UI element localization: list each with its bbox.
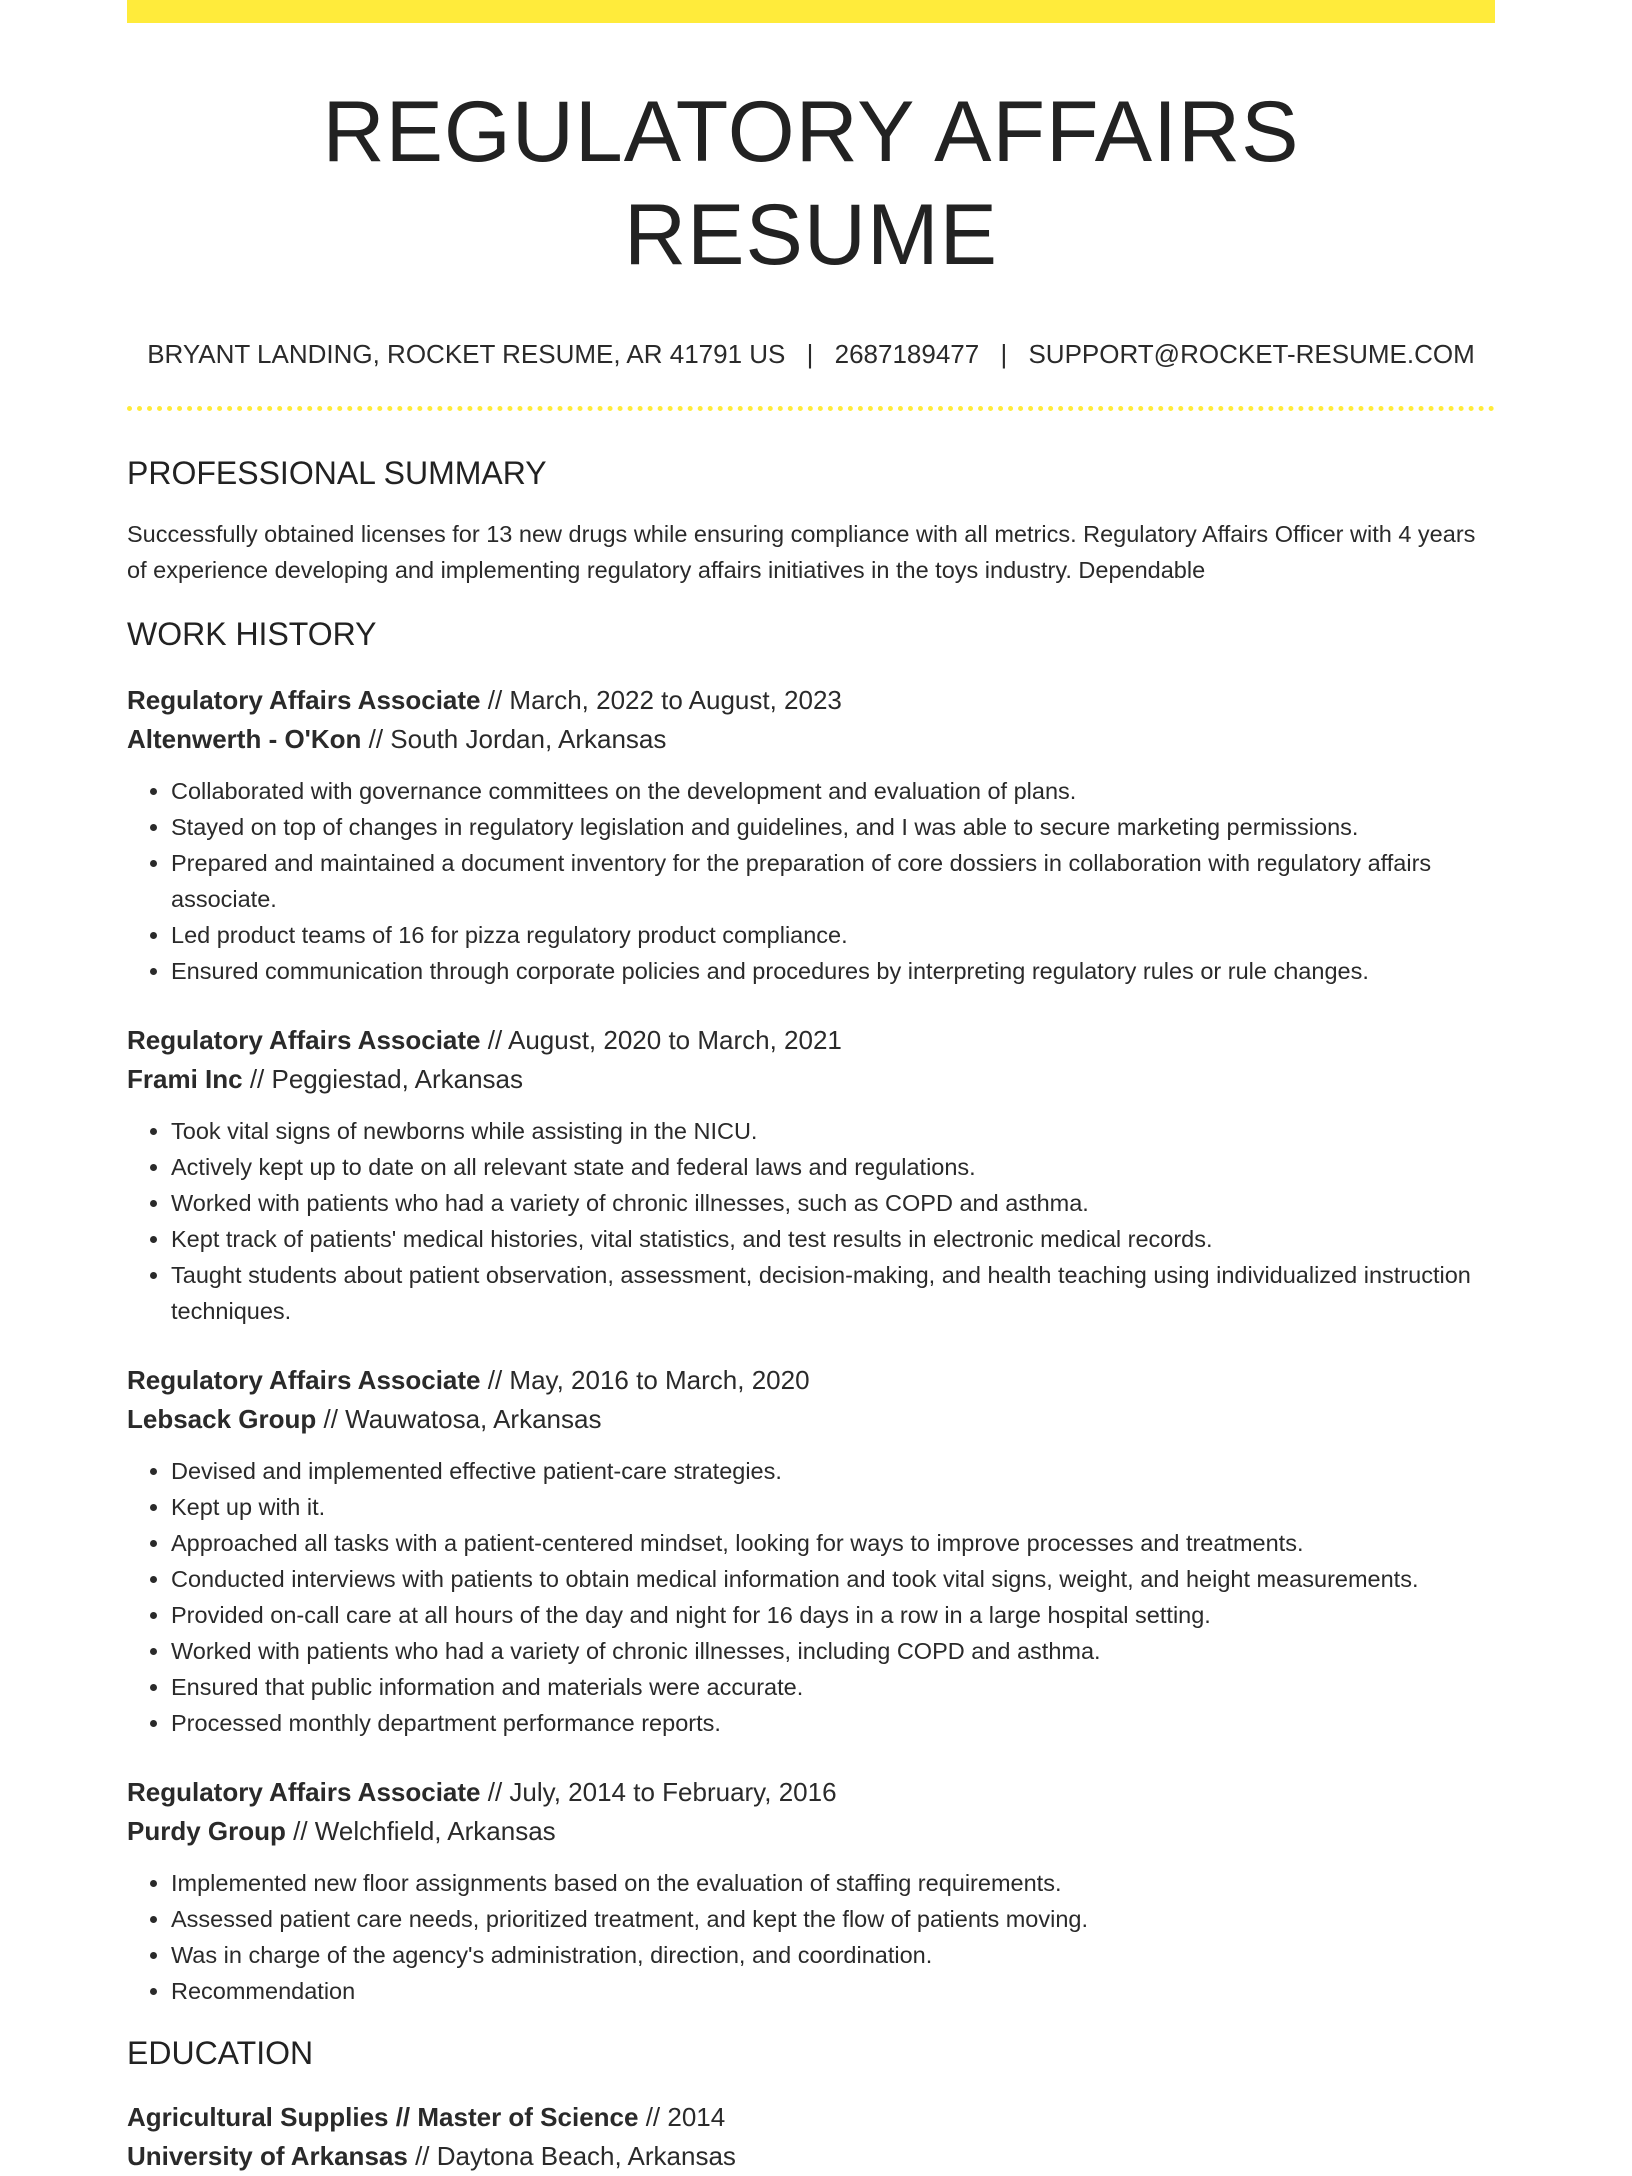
summary-text: Successfully obtained licenses for 13 new drugs while ensuring compliance with all metrics. Regulatory Affairs Officer with 4 years of experience developing and implementing regulatory affairs initiatives in the toys industry. Dependable bbox=[127, 521, 1476, 584]
resume-page bbox=[127, 0, 1495, 2176]
bullet-item: • Worked with patients who had a variety of chronic illnesses, such as COPD and asthma. bbox=[171, 1185, 1495, 1221]
contact-address: BRYANT LANDING, ROCKET RESUME, AR 41791 US bbox=[147, 339, 786, 370]
bullet-item: • Ensured communication through corporate policies and procedures by interpreting regulatory rules or rule changes. bbox=[171, 953, 1495, 989]
education-school: University of Arkansas bbox=[127, 2141, 408, 2172]
dotted-divider bbox=[127, 406, 1495, 411]
job-location: // Wauwatosa, Arkansas bbox=[323, 1404, 602, 1435]
job-entry bbox=[127, 1773, 1495, 2009]
job-bullets bbox=[127, 773, 1495, 989]
job-bullets bbox=[127, 1865, 1495, 2009]
contact-email: SUPPORT@ROCKET-RESUME.COM bbox=[1028, 339, 1475, 370]
job-title-line bbox=[127, 681, 1495, 720]
job-location: // Welchfield, Arkansas bbox=[293, 1816, 556, 1847]
contact-separator: | bbox=[1000, 339, 1008, 370]
bullet-item: • Processed monthly department performance reports. bbox=[171, 1705, 1495, 1741]
job-entry bbox=[127, 1361, 1495, 1741]
work-history-heading: WORK HISTORY bbox=[127, 616, 377, 653]
job-location: // South Jordan, Arkansas bbox=[368, 724, 667, 755]
job-bullets bbox=[127, 1113, 1495, 1329]
bullet-item: • Worked with patients who had a variety of chronic illnesses, including COPD and asthma. bbox=[171, 1633, 1495, 1669]
job-title: Regulatory Affairs Associate bbox=[127, 1025, 481, 1056]
job-entry bbox=[127, 681, 1495, 989]
job-company: Purdy Group bbox=[127, 1816, 286, 1847]
education-degree-line bbox=[127, 2098, 1495, 2137]
bullet-item: • Recommendation bbox=[171, 1973, 1495, 2009]
job-dates: // August, 2020 to March, 2021 bbox=[487, 1025, 842, 1056]
education-school-line bbox=[127, 2137, 1495, 2176]
job-dates: // March, 2022 to August, 2023 bbox=[487, 685, 842, 716]
job-company: Frami Inc bbox=[127, 1064, 243, 1095]
job-location: // Peggiestad, Arkansas bbox=[249, 1064, 523, 1095]
bullet-item: • Was in charge of the agency's administration, direction, and coordination. bbox=[171, 1937, 1495, 1973]
education-year: // 2014 bbox=[645, 2102, 726, 2133]
contact-separator: | bbox=[806, 339, 814, 370]
bullet-item: • Kept up with it. bbox=[171, 1489, 1495, 1525]
bullet-item: • Provided on-call care at all hours of the day and night for 16 days in a row in a large hospital setting. bbox=[171, 1597, 1495, 1633]
job-dates: // May, 2016 to March, 2020 bbox=[487, 1365, 810, 1396]
bullet-item: • Conducted interviews with patients to obtain medical information and took vital signs, weight, and height measurements. bbox=[171, 1561, 1495, 1597]
bullet-item: • Assessed patient care needs, prioritized treatment, and kept the flow of patients moving. bbox=[171, 1901, 1495, 1937]
job-title-line bbox=[127, 1361, 1495, 1400]
contact-line bbox=[127, 339, 1495, 370]
bullet-item: • Taught students about patient observation, assessment, decision-making, and health teaching using individualized instruction techniques. bbox=[171, 1257, 1495, 1329]
bullet-item: • Kept track of patients' medical histories, vital statistics, and test results in electronic medical records. bbox=[171, 1221, 1495, 1257]
job-title: Regulatory Affairs Associate bbox=[127, 685, 481, 716]
education-degree: Agricultural Supplies // Master of Science bbox=[127, 2102, 639, 2133]
job-entry bbox=[127, 1021, 1495, 1329]
bullet-item: • Prepared and maintained a document inventory for the preparation of core dossiers in collaboration with regulatory affairs associate. bbox=[171, 845, 1495, 917]
resume-title: REGULATORY AFFAIRS RESUME bbox=[322, 84, 1300, 284]
job-dates: // July, 2014 to February, 2016 bbox=[487, 1777, 837, 1808]
job-bullets bbox=[127, 1453, 1495, 1741]
job-company-line bbox=[127, 1400, 1495, 1439]
job-title-line bbox=[127, 1773, 1495, 1812]
bullet-item: • Collaborated with governance committees on the development and evaluation of plans. bbox=[171, 773, 1495, 809]
job-title: Regulatory Affairs Associate bbox=[127, 1777, 481, 1808]
job-company: Lebsack Group bbox=[127, 1404, 317, 1435]
education-location: // Daytona Beach, Arkansas bbox=[415, 2141, 736, 2172]
job-company-line bbox=[127, 720, 1495, 759]
education-entry bbox=[127, 2098, 1495, 2176]
bullet-item: • Approached all tasks with a patient-centered mindset, looking for ways to improve processes and treatments. bbox=[171, 1525, 1495, 1561]
bullet-item: • Stayed on top of changes in regulatory legislation and guidelines, and I was able to secure marketing permissions. bbox=[171, 809, 1495, 845]
job-title: Regulatory Affairs Associate bbox=[127, 1365, 481, 1396]
bullet-item: • Implemented new floor assignments based on the evaluation of staffing requirements. bbox=[171, 1865, 1495, 1901]
job-title-line bbox=[127, 1021, 1495, 1060]
job-company: Altenwerth - O'Kon bbox=[127, 724, 362, 755]
bullet-item: • Devised and implemented effective patient-care strategies. bbox=[171, 1453, 1495, 1489]
job-company-line bbox=[127, 1060, 1495, 1099]
bullet-item: • Led product teams of 16 for pizza regulatory product compliance. bbox=[171, 917, 1495, 953]
bullet-item: • Ensured that public information and materials were accurate. bbox=[171, 1669, 1495, 1705]
summary-heading: PROFESSIONAL SUMMARY bbox=[127, 455, 547, 492]
job-company-line bbox=[127, 1812, 1495, 1851]
education-heading: EDUCATION bbox=[127, 2035, 314, 2072]
bullet-item: • Took vital signs of newborns while assisting in the NICU. bbox=[171, 1113, 1495, 1149]
bullet-item: • Actively kept up to date on all relevant state and federal laws and regulations. bbox=[171, 1149, 1495, 1185]
contact-phone: 2687189477 bbox=[834, 339, 980, 370]
top-accent-bar bbox=[127, 0, 1495, 23]
